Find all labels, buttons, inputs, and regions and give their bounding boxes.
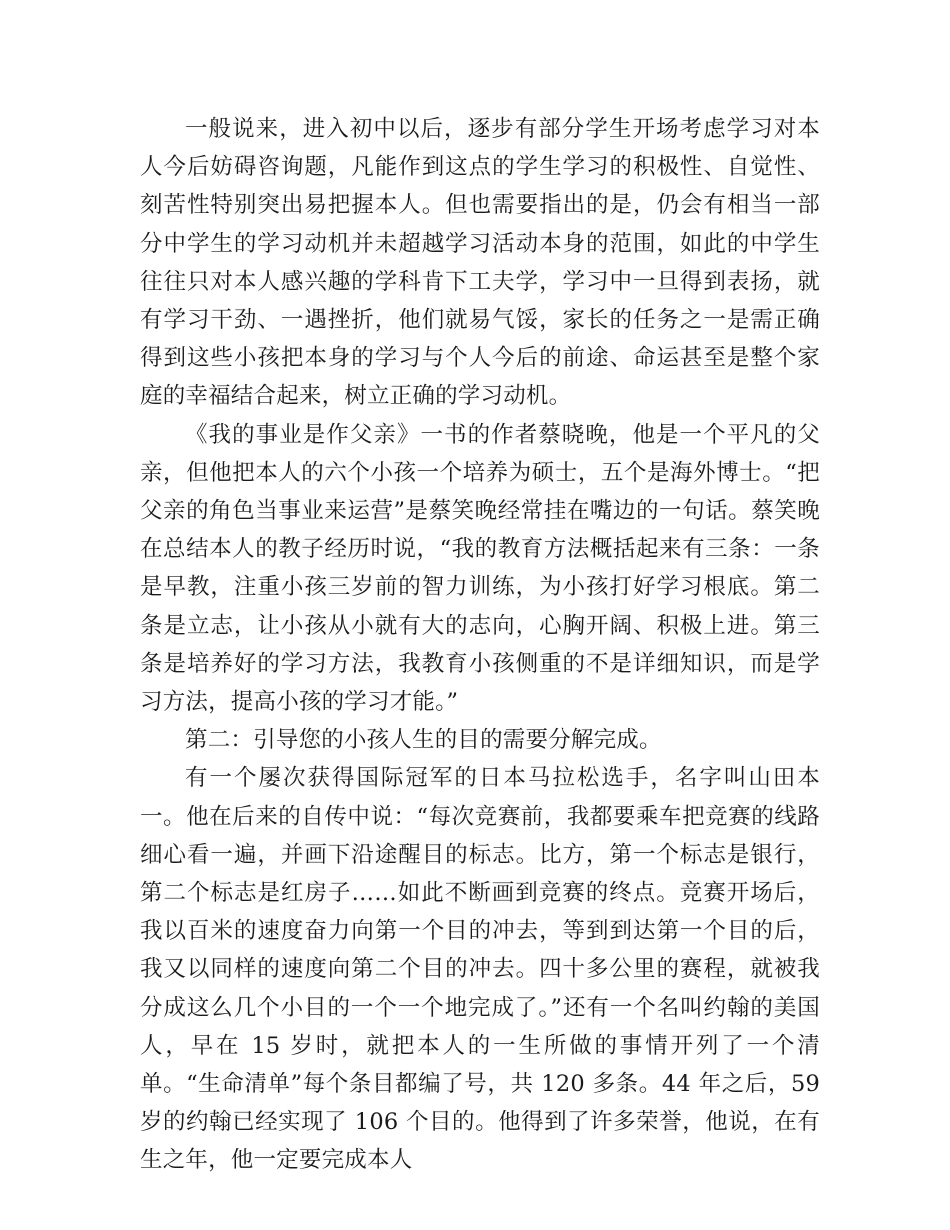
paragraph-learning-motivation: 一般说来，进入初中以后，逐步有部分学生开场考虑学习对本人今后妨碍咨询题，凡能作到这点的学生学习的积极性、自觉性、刻苦性特别突出易把握本人。但也需要指出的是，仍会有相当一部分中学生的学习动机并未超越学习活动本身的范围，如此的中学生往往只对本人感兴趣的学科肯下工夫学，学习中一旦得到表扬，就有学习干劲、一遇挫折，他们就易气馁，家长的任务之一是需正确得到这些小孩把本身的学习与个人今后的前途、命运甚至是整个家庭的幸福结合起来，树立正确的学习动机。: [140, 116, 820, 410]
document-page: [140, 110, 820, 1180]
paragraph-marathon-goals: 有一个屡次获得国际冠军的日本马拉松选手，名字叫山田本一。他在后来的自传中说：“每次竞赛前，我都要乘车把竞赛的线路细心看一遍，并画下沿途醒目的标志。比方，第一个标志是银行，第二个标志是红房子……如此不断画到竞赛的终点。竞赛开场后，我以百米的速度奋力向第一个目的冲去，等到到达第一个目的后，我又以同样的速度向第二个目的冲去。四十多公里的赛程，就被我分成这么几个小目的一个一个地完成了。”还有一个名叫约翰的美国人，早在 15 岁时，就把本人的一生所做的事情开列了一个清单。“生命清单”每个条目都编了号，共 120 多条。44 年之后，59 岁的约翰已经实现了 106 个目的。他得到了许多荣誉，他说，在有生之年，他一定要完成本人: [140, 765, 820, 1174]
paragraph-cai-xiaowan: 《我的事业是作父亲》一书的作者蔡晓晚，他是一个平凡的父亲，但他把本人的六个小孩一个培养为硕士，五个是海外博士。“把父亲的角色当事业来运营”是蔡笑晚经常挂在嘴边的一句话。蔡笑晚在总结本人的教子经历时说，“我的教育方法概括起来有三条：一条是早教，注重小孩三岁前的智力训练，为小孩打好学习根底。第二条是立志，让小孩从小就有大的志向，心胸开阔、积极上进。第三条是培养好的学习方法，我教育小孩侧重的不是详细知识，而是学习方法，提高小孩的学习才能。”: [140, 421, 820, 716]
paragraph-section-heading-second: 第二：引导您的小孩人生的目的需要分解完成。: [185, 727, 662, 754]
